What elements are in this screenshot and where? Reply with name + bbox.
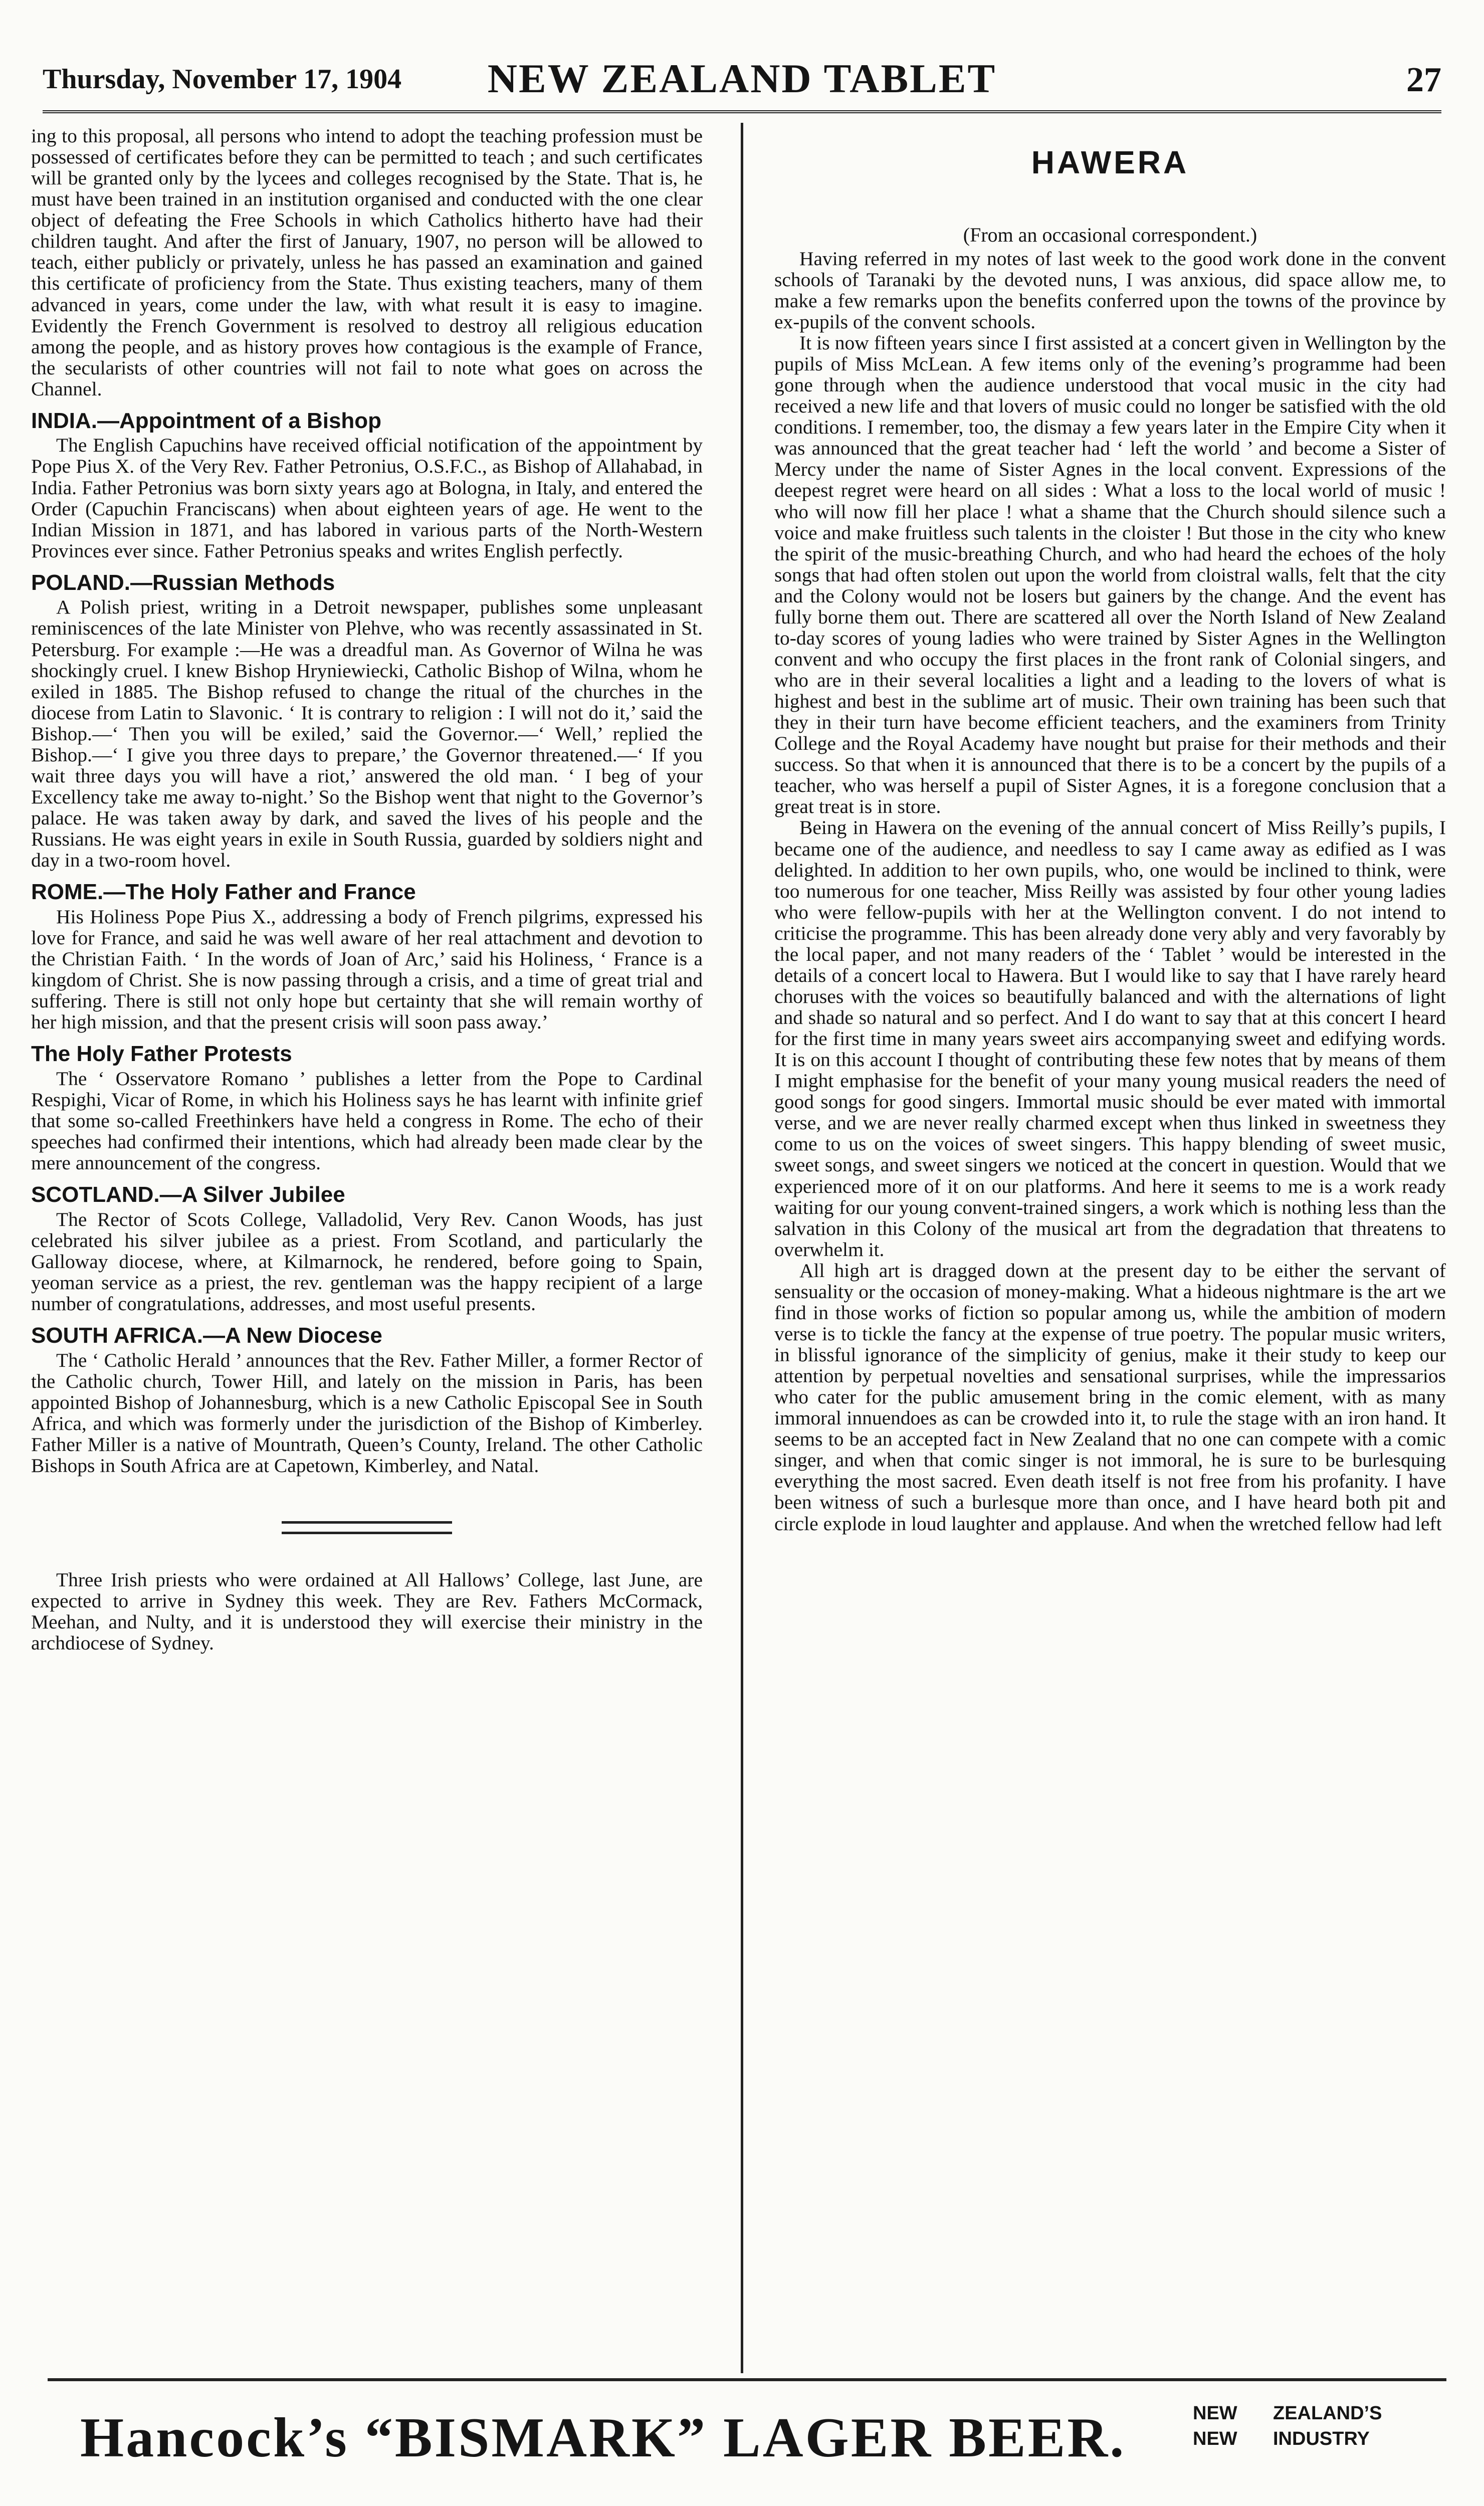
issue-date: Thursday, November 17, 1904: [43, 64, 402, 95]
hawera-paragraph-3: Being in Hawera on the evening of the annual concert of Miss Reilly’s pupils, I became one of the audience, and needless to say I came away as edified as I was delighted. In addition to her own pupils, who, one would be inclined to think, were too numerous for one teacher, Miss Reilly was assisted by four other young ladies who were fellow-pupils with her at the Wellington convent. I do not intend to criticise the programme. This has been already done very ably and very favorably by the local paper, and not many readers of the ‘ Tablet ’ would be interested in the details of a concert local to Hawera. But I would like to say that I have rarely heard choruses with the voices so beautifully balanced and with the alternations of light and shade so natural and so perfect. And I do want to say that at this concert I heard for the first time in many years sweet airs accompanying sweet and edifying words. It is on this account I thought of contributing these few notes that by means of them I might emphasise for the benefit of your many young musical readers the need of good songs for good singers. Immortal music should be ever mated with immortal verse, and we are never really charmed except when thus linked in sweetness they come to us on the voices of sweet singers. This happy blending of sweet music, sweet songs, and sweet singers we noticed at the concert in question. Would that we experienced more of it on our platforms. And here it seems to me is a work ready waiting for our young convent-trained singers, a work which is nothing less than the salvation in this Colony of the musical art from the degradation that threatens to overwhelm it.: [774, 816, 1446, 1261]
page-number: 27: [1406, 61, 1441, 99]
advert-tag-2b: INDUSTRY: [1273, 2428, 1370, 2450]
section-divider: [282, 1521, 452, 1534]
hawera-title: HAWERA: [1031, 144, 1189, 180]
advert-tag-2a: NEW: [1193, 2428, 1237, 2450]
india-heading: INDIA.—Appointment of a Bishop: [31, 408, 382, 433]
advert-tagline: [1193, 2401, 1382, 2452]
protests-paragraph: The ‘ Osservatore Romano ’ publishes a letter from the Pope to Cardinal Respighi, Vicar of Rome, in which his Holiness says he has learnt with infinite grief that some so-called Freethinkers have held a congress in Rome. The echo of their speeches had confirmed their intentions, which had already been made clear by the mere announcement of the congress.: [31, 1067, 703, 1174]
scotland-heading: SCOTLAND.—A Silver Jubilee: [31, 1182, 345, 1207]
page-header: [43, 55, 1441, 113]
south-africa-paragraph: The ‘ Catholic Herald ’ announces that the Rev. Father Miller, a former Rector of the Catholic church, Tower Hill, and lately on the mission in Paris, has been appointed Bishop of Johannesburg, which is a new Catholic Episcopal See in South Africa, and which was formerly under the jurisdiction of the Bishop of Kimberley. Father Miller is a native of Mountrath, Queen’s County, Ireland. The other Catholic Bishops in South Africa are at Capetown, Kimberley, and Natal.: [31, 1349, 703, 1477]
left-column: [31, 125, 703, 1653]
advert-tag-1a: NEW: [1193, 2403, 1237, 2424]
scotland-paragraph: The Rector of Scots College, Valladolid, Very Rev. Canon Woods, has just celebrated his silver jubilee as a priest. From Scotland, and particularly the Galloway diocese, where, at Kilmarnock, he rendered, before going to Spain, yeoman service as a priest, the rev. gentleman was the happy recipient of a large number of congratulations, addresses, and most useful presents.: [31, 1208, 703, 1315]
protests-heading: The Holy Father Protests: [31, 1041, 292, 1067]
advert-rule: [48, 2378, 1446, 2381]
advert-tag-1b: ZEALAND’S: [1273, 2403, 1382, 2424]
poland-heading: POLAND.—Russian Methods: [31, 570, 335, 595]
byline: (From an occasional correspondent.): [963, 224, 1257, 247]
rome-heading: ROME.—The Holy Father and France: [31, 880, 416, 905]
intro-paragraph: ing to this proposal, all persons who intend to adopt the teaching profession must be possessed of certificates before they can be permitted to teach ; and such certificates will be granted only by the lycees and colleges recognised by the State. That is, he must have been trained in an institution organised and conducted with the one clear object of defeating the Free Schools in which Catholics hitherto have had their children taught. And after the first of January, 1907, no person will be allowed to teach, either publicly or privately, unless he has passed an examination and gained this certificate of proficiency from the State. Thus existing teachers, many of them advanced in years, come under the law, with what result it is easy to imagine. Evidently the French Government is resolved to destroy all religious education among the people, and as history proves how contagious is the example of France, the secularists of other countries will not fail to note what goes on across the Channel.: [31, 125, 703, 400]
column-rule: [741, 123, 743, 2373]
south-africa-heading: SOUTH AFRICA.—A New Diocese: [31, 1323, 382, 1348]
masthead-title: NEW ZEALAND TABLET: [487, 56, 997, 101]
advert-headline: Hancock’s “BISMARK” LAGER BEER.: [80, 2407, 1126, 2469]
hawera-paragraph-1: Having referred in my notes of last week to the good work done in the convent schools of Taranaki by the devoted nuns, I was anxious, did space allow me, to make a few remarks upon the benefits conferred upon the towns of the province by ex-pupils of the convent schools.: [774, 247, 1446, 333]
right-column: [774, 135, 1446, 1534]
hawera-paragraph-4: All high art is dragged down at the present day to be either the servant of sensuality or the occasion of money-making. What a hideous nightmare is the art we find in those works of fiction so popular among us, while the ambition of modern verse is to tickle the fancy at the expense of true poetry. The popular music writers, in blissful ignorance of the simplicity of genius, make it their study to keep our attention by perpetual novelties and sensational surprises, while the impressarios who cater for the public amusement bring in the comic element, with as many immoral innuendoes as can be crowded into it, to rule the stage with an iron hand. It seems to be an accepted fact in New Zealand that no one can compete with a comic singer, and when that comic singer is not immoral, he is sure to be burlesquing everything the most sacred. Even death itself is not free from his profanity. I have been witness of such a burlesque more than once, and I have heard both pit and circle explode in loud laughter and applause. And when the wretched fellow had left: [774, 1259, 1446, 1535]
irish-priests-paragraph: Three Irish priests who were ordained at All Hallows’ College, last June, are expected to arrive in Sydney this week. They are Rev. Fathers McCormack, Meehan, and Nulty, and it is understood they will exercise their ministry in the archdiocese of Sydney.: [31, 1568, 703, 1654]
india-paragraph: The English Capuchins have received official notification of the appointment by Pope Pius X. of the Very Rev. Father Petronius, O.S.F.C., as Bishop of Allahabad, in India. Father Petronius was born sixty years ago at Bologna, in Italy, and entered the Order (Capuchin Franciscans) when about eighteen years of age. He went to the Indian Mission in 1871, and has labored in various parts of the North-Western Provinces ever since. Father Petronius speaks and writes English perfectly.: [31, 434, 703, 562]
rome-paragraph: His Holiness Pope Pius X., addressing a body of French pilgrims, expressed his love for France, and said he was well aware of her real attachment and devotion to the Christian Faith. ‘ In the words of Joan of Arc,’ said his Holiness, ‘ France is a kingdom of Christ. She is now passing through a crisis, and a time of great trial and suffering. There is still not only hope but certainty that she will remain worthy of her high mission, and that the present crisis will soon pass away.’: [31, 905, 703, 1033]
hawera-paragraph-2: It is now fifteen years since I first assisted at a concert given in Wellington by the pupils of Miss McLean. A few items only of the evening’s programme had been gone through when the audience understood that vocal music in the city had received a new life and that lovers of music could no longer be satisfied with the old conditions. I remember, too, the dismay a few years later in the Empire City when it was announced that the great teacher had ‘ left the world ’ and become a Sister of Mercy under the name of Sister Agnes in the local convent. Expressions of the deepest regret were heard on all sides : What a loss to the local world of music ! who will now fill her place ! what a shame that the Church should silence such a voice and make fruitless such talents in the cloister ! But those in the city who knew the spirit of the music-breathing Church, and who had heard the echoes of the holy songs that had often stolen out upon the world from cloistral walls, felt that the city and the Colony would not be losers but gainers by the change. And the event has fully borne them out. There are scattered all over the North Island of New Zealand to-day scores of young ladies who were trained by Sister Agnes in the Wellington convent and who occupy the first places in the front rank of Colonial singers, and who are in their several localities a light and a leading to the lovers of what is highest and best in the sublime art of music. Their own training has been such that they in their turn have become efficient teachers, and the examiners from Trinity College and the Royal Academy have nought but praise for their methods and their success. So that when it is announced that there is to be a concert by the pupils of a teacher, who was herself a pupil of Sister Agnes, it is a foregone conclusion that a great treat is in store.: [774, 332, 1446, 818]
poland-paragraph: A Polish priest, writing in a Detroit newspaper, publishes some unpleasant reminiscences of the late Minister von Plehve, who was recently assassinated in St. Petersburg. For example :—He was a dreadful man. As Governor of Wilna he was shockingly cruel. I knew Bishop Hryniewiecki, Catholic Bishop of Wilna, whom he exiled in 1885. The Bishop refused to change the ritual of the churches in the diocese from Latin to Slavonic. ‘ It is contrary to religion : I will not do it,’ said the Bishop.—‘ Then you will be exiled,’ said the Governor.—‘ Well,’ replied the Bishop.—‘ I give you three days to prepare,’ the Governor threatened.—‘ If you wait three days you will have a riot,’ answered the old man. ‘ I beg of your Excellency take me away to-night.’ So the Bishop went that night to the Governor’s palace. He was taken away by dark, and saved the lives of his people and the Russians. He was eight years in exile in South Russia, guarded by soldiers night and day in a two-room hovel.: [31, 596, 703, 872]
